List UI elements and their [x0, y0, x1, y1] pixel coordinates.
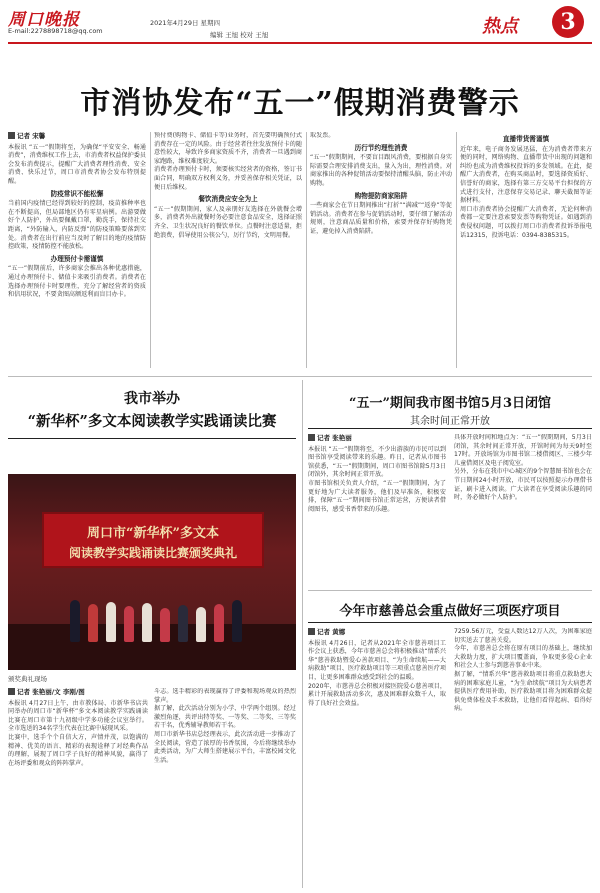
lead-byline: 记者 宋馨: [8, 132, 146, 141]
story3-paragraph: 本报讯 “五一”假期将至，不少出游族的市民可以到图书馆享受阅读带来的乐趣。昨日，记者从市图书馆获悉，“五一”假期期间，周口市图书馆除5月3日闭馆外，其余时间正常开放。: [308, 445, 446, 479]
masthead-rule: [8, 42, 592, 44]
lead-subhead: 直播带货需谨慎: [502, 135, 550, 143]
story2-paragraph: 据了解，此次活动分别为小学、中学两个组别。经过激烈角逐，共评出特等奖、一等奖、二等奖、三等奖若干名，优秀辅导教师若干名。: [154, 705, 296, 730]
lead-paragraph: 近年来，电子商务发展迅猛，在为消费者带来方便的同时，网络购物、直播带货中出现的问题和纠纷也成为消费维权投诉的多发领域。在此，提醒广大消费者，在购买商品时，要选择资质好、信誉好的商家，选择有第三方交易平台担保的方式进行支付，注意保存交易记录、聊天截图等证据材料。: [460, 145, 592, 205]
lead-paragraph: “五一”假期期间，家人及亲朋好友选择在外就餐会增多，消费者外出就餐时务必要注意食品安全，选择证照齐全、卫生状况良好的餐饮单位。点餐时注意适量，拒绝浪费，倡导使用公筷公勺，厉行节约，文明用餐。: [154, 205, 302, 239]
lead-paragraph: 预付费(购物卡、储值卡等)业务时，首先要明确预付式消费存在一定的风险。由于经营者往往发放预付卡的随意性较大，导致许多商家资质不齐，消费者一旦遇到商家跑路，维权难度较大。: [154, 132, 302, 165]
lead-column-2: [154, 132, 302, 372]
story4-paragraph: 7259.56万元，受益人数达12万人次，为困难家庭切实送去了慈善关爱。: [454, 628, 592, 644]
person-figure: [232, 600, 242, 642]
story4-paragraph: 2020年，市慈善总会积极对接医院爱心慈善项目，累计开展救助活动多次，惠及困难群众数千人，取得了良好社会效益。: [308, 682, 446, 707]
lead-subhead: 历行节约理性消费: [354, 143, 408, 152]
story2-rule: [8, 438, 296, 439]
lead-column-4: [460, 132, 592, 372]
banner-text-line-1: 周口市“新华杯”多文本: [87, 526, 219, 541]
newspaper-logo: 周口晚报: [8, 10, 80, 30]
lead-subhead: 餐饮消费应安全为上: [198, 195, 258, 204]
story3-paragraph: 市图书馆相关负责人介绍，“五一”假期期间，为了更好地为广大读者服务，他们及早准备，积极安排，保障“五一”期间图书馆正常运营，方便读者借阅图书，感受书香带来的乐趣。: [308, 479, 446, 513]
story3-paragraph: 另外，分布在我市中心城区的9个智慧图书馆也会在节日期间24小时开放，市民可以按照提示办理借书证，刷卡进入阅读。广大读者在享受阅读乐趣的同时，务必做好个人防护。: [454, 468, 592, 502]
story4-paragraph: 今年，市慈善总会将在原有项目的基础上，继续加大救助力度，扩大项目覆盖面，争取更多爱心企业和社会人士参与到慈善事业中来。: [454, 645, 592, 670]
story4-paragraph: 本报讯 4月26日，记者从2021年全市慈善项目工作会议上获悉，今年市慈善总会将积极推动“情系兴华”慈善救助暨爱心善款项目、“为生命续航——大病救助”项目、医疗救助项目等三项重点慈善医疗项目，让更多困难群众感受到社会的温暖。: [308, 639, 446, 681]
story3-paragraph: 具体开放时间和地点为：“五一”假期期间，5月3日闭馆，其余时间正常开放，开馆时间为每天9时至17时。开放场馆为市图书馆二楼借阅区、三楼少年儿童借阅区及电子阅览室。: [454, 434, 592, 467]
lead-paragraph: 当前国内疫情已经得到较好的控制，疫苗推种率也在不断提高，但局部地区仍有零星病例。出游要做好个人防护，外出要佩戴口罩，勤洗手，保持社交距离，“外防输入，内防反弹”的防疫策略要落到实处。消费者在出行前应当及时了解目的地的疫情防控政策，疫情防控不能放松。: [8, 200, 146, 251]
story4-column-2: [454, 628, 592, 888]
story4-paragraph: 据了解，“情系兴华”慈善救助项目将重点救助患大病的困难家庭儿童，“为生命续航”项目为大病患者提供医疗费用补助，医疗救助项目将为困难群众提供免费体检及手术救助，让他们看得起病、看得好病。: [454, 670, 592, 713]
lead-column-1: [8, 132, 146, 372]
story4-rule: [308, 622, 592, 623]
page-number-badge: 3: [552, 6, 584, 38]
story3-column-2: [454, 434, 592, 584]
section-divider: [308, 590, 592, 591]
byline-marker-icon: [308, 434, 315, 441]
column-divider: [456, 132, 457, 368]
lead-paragraph: 周口市消费者协会提醒广大消费者，无论何种消费都一定要注意索要发票等购物凭证。如遇到消费侵权问题，可以拨打周口市消费者投诉举报电话12315，投诉电话：0394-8385315。: [460, 205, 592, 239]
photo-caption: 颁奖典礼现场: [8, 675, 47, 683]
story3-headline: “五一”期间我市图书馆5月3日闭馆: [348, 396, 552, 411]
byline-marker-icon: [308, 628, 315, 635]
person-figure: [178, 605, 188, 642]
person-figure: [160, 608, 170, 642]
story3-byline: 记者 张艳丽: [308, 434, 446, 443]
story2-headline: “新华杯”多文本阅读教学实践诵读比赛: [27, 413, 277, 430]
lead-paragraph: 消费者办理预付卡时，须要核实经营者的资格，签订书面合同，明确双方权利义务，并妥善保存相关凭证，以便日后维权。: [154, 166, 302, 191]
section-title: 热点: [482, 16, 518, 37]
story3-rule: [308, 428, 592, 429]
lead-paragraph: 一些商家会在节日期间推出“打折”“满减”“返券”等促销活动。消费者在参与促销活动时，要仔细了解活动规则，注意商品质量和价格，索要并保存好购物凭证，避免掉入消费陷阱。: [310, 202, 452, 235]
story4-column-1: [308, 628, 446, 888]
byline-marker-icon: [8, 132, 15, 139]
lead-headline: 市消协发布“五一”假期消费警示: [80, 86, 520, 121]
story2-kicker: 我市举办: [124, 391, 180, 407]
lead-paragraph: “五一”假期期间，不要盲目跟风消费，要根据自身实际需要合理安排消费支出，量入为出，理性消费。对商家推出的各种促销活动要保持清醒头脑，防止冲动购物。: [310, 154, 452, 187]
story4-byline: 记者 黄娜: [308, 628, 446, 637]
story2-paragraph: 比赛中，选手个个自信大方，声情并茂，以饱满的精神、优美的语言、精彩的表现诠释了对经典作品的理解，展现了周口学子良好的精神风貌，赢得了在场评委和观众的阵阵掌声。: [8, 733, 148, 767]
stage-banner: [42, 512, 264, 568]
column-divider: [306, 132, 307, 368]
person-figure: [214, 604, 224, 642]
person-figure: [70, 600, 80, 642]
column-divider: [150, 132, 151, 368]
lead-paragraph: 取发票。: [310, 132, 335, 139]
story2-paragraph: 斗志。选手精彩的表现赢得了评委和现场观众的热烈掌声。: [154, 688, 296, 704]
story3-column-1: [308, 434, 446, 584]
lead-subhead: 办理预付卡需谨慎: [50, 254, 104, 263]
editor-line: 编辑 王旭 校对 王旭: [210, 31, 269, 39]
stage-floor: [8, 624, 296, 670]
person-figure: [106, 602, 116, 642]
person-figure: [88, 604, 98, 642]
banner-text-line-2: 阅读教学实践诵读比赛颁奖典礼: [68, 546, 237, 560]
column-divider: [302, 380, 303, 888]
lead-paragraph: “五一”假期前后，许多商家会推出各种优惠措施，通过办理预付卡、储值卡来吸引消费者。消费者在选择办理预付卡时要理性，充分了解经营者的资质和信用状况，不要贪图高额返利而盲目办卡。: [8, 265, 146, 299]
lead-subhead: 购物提防商家陷阱: [354, 191, 408, 200]
lead-column-3: [310, 132, 452, 372]
story2-column-2: [154, 688, 296, 888]
story2-column-1: [8, 688, 148, 888]
person-figure: [196, 607, 206, 642]
story3-deck: 其余时间正常开放: [410, 416, 490, 427]
section-divider: [8, 376, 592, 377]
issue-date: 2021年4月29日 星期四: [150, 19, 221, 27]
story4-headline: 今年市慈善总会重点做好三项医疗项目: [339, 604, 561, 619]
contest-photo: [8, 474, 296, 670]
lead-paragraph: 本报讯 “五一”假期将至，为确保“平安安全、畅通消费”，消费维权工作上去，市消费者权益保护委员会发布消费提示，提醒广大消费者理性消费、安全消费、快乐过节，周口市消费者协会发布特别提醒。: [8, 143, 146, 185]
story2-paragraph: 本报讯 4月27日上午，由市教体局、市新华书店共同举办的周口市“新华杯”多文本阅读教学实践诵读比赛在周口市第十九初级中学多功能会议室举行。全市选送的34名学生代表在比赛中展现风采。: [8, 699, 148, 733]
story2-paragraph: 周口市新华书店总经理表示，此次活动进一步推动了全民阅读，营造了浓厚的书香氛围，今后将继续举办此类活动，为广大师生搭建展示平台，丰富校园文化生活。: [154, 730, 296, 764]
person-figure: [142, 603, 152, 642]
person-figure: [124, 606, 134, 642]
byline-marker-icon: [8, 688, 15, 695]
masthead-email: E-mail:2278898718@qq.com: [8, 27, 103, 35]
story2-byline: 记者 张艳丽/文 李刚/图: [8, 688, 148, 697]
lead-subhead: 防疫常识不能松懈: [50, 189, 104, 198]
